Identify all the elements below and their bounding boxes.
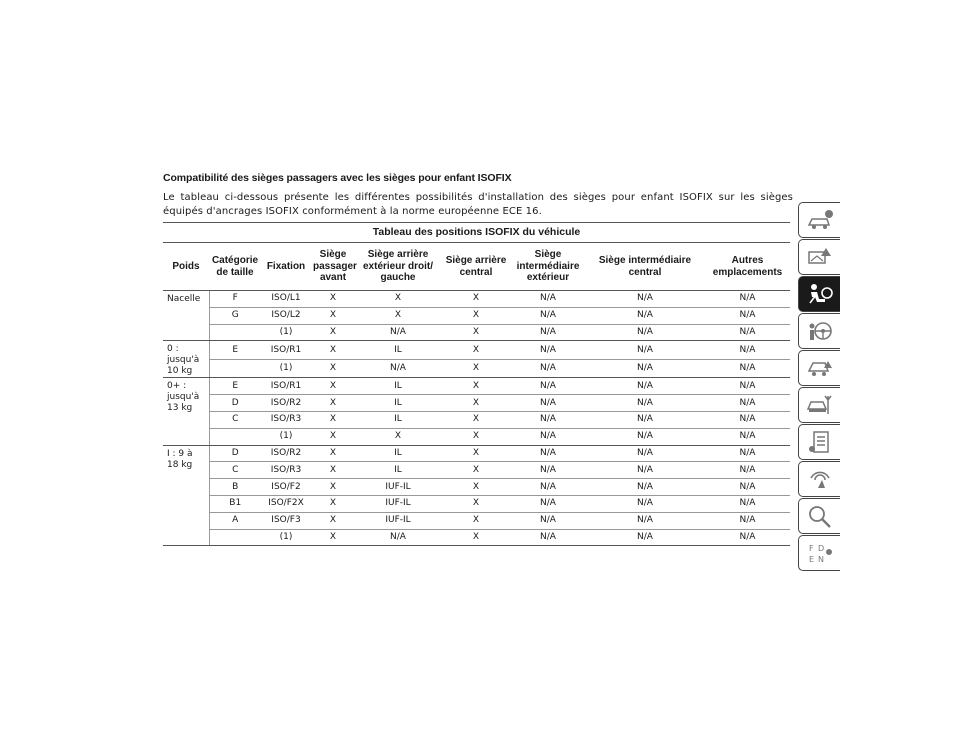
search-index-icon [806, 503, 834, 529]
table-row [163, 529, 790, 546]
table-cell: N/A [705, 495, 790, 512]
multimedia-icon [806, 466, 834, 492]
table-cell: (1) [261, 359, 311, 378]
table-cell: N/A [705, 428, 790, 445]
table-row [163, 395, 790, 412]
table-cell: A [209, 512, 261, 529]
table-cell: ISO/R2 [261, 445, 311, 462]
svg-text:E: E [808, 555, 814, 564]
weight-class-cell: I : 9 à 18 kg [163, 445, 209, 546]
table-cell: X [441, 341, 511, 360]
car-info-icon [806, 207, 834, 233]
table-cell: N/A [705, 445, 790, 462]
table-cell: E [209, 341, 261, 360]
table-cell: N/A [585, 395, 705, 412]
car-breakdown-icon [806, 355, 834, 381]
table-cell: X [441, 445, 511, 462]
table-cell: X [311, 359, 355, 378]
table-cell: IL [355, 378, 441, 395]
table-cell: N/A [511, 324, 585, 341]
table-cell: N/A [585, 291, 705, 308]
table-row [163, 359, 790, 378]
table-cell: N/A [511, 445, 585, 462]
table-cell: N/A [585, 479, 705, 496]
table-cell: ISO/R3 [261, 411, 311, 428]
chapter-tab-10[interactable] [798, 535, 840, 571]
table-cell: N/A [585, 512, 705, 529]
table-cell: X [311, 462, 355, 479]
table-cell: N/A [705, 479, 790, 496]
table-cell [209, 324, 261, 341]
table-cell: D [209, 445, 261, 462]
table-cell: N/A [511, 291, 585, 308]
specifications-icon [806, 429, 834, 455]
table-cell: X [355, 428, 441, 445]
table-cell: X [311, 495, 355, 512]
chapter-tab-6[interactable] [798, 387, 840, 423]
table-cell: X [311, 428, 355, 445]
table-cell: N/A [355, 529, 441, 546]
table-row [163, 479, 790, 496]
table-cell: N/A [705, 529, 790, 546]
table-cell: X [441, 479, 511, 496]
table-cell: N/A [511, 512, 585, 529]
table-cell: D [209, 395, 261, 412]
table-cell: G [209, 307, 261, 324]
table-cell: X [441, 495, 511, 512]
table-cell: N/A [511, 378, 585, 395]
table-cell: X [311, 529, 355, 546]
table-cell: (1) [261, 529, 311, 546]
table-cell: (1) [261, 324, 311, 341]
table-cell: X [441, 512, 511, 529]
table-cell: N/A [705, 395, 790, 412]
svg-text:N: N [817, 555, 824, 564]
isofix-compatibility-table [163, 222, 790, 546]
table-cell: X [311, 291, 355, 308]
chapter-tab-2[interactable] [798, 239, 840, 275]
table-cell: ISO/F3 [261, 512, 311, 529]
chapter-tab-3[interactable] [798, 276, 840, 312]
table-cell: ISO/F2 [261, 479, 311, 496]
column-header: Fixation [261, 243, 311, 291]
table-cell: IL [355, 341, 441, 360]
table-cell: N/A [511, 479, 585, 496]
table-cell: X [311, 411, 355, 428]
warning-lights-icon [806, 244, 834, 270]
table-row [163, 307, 790, 324]
chapter-tab-1[interactable] [798, 202, 840, 238]
table-caption: Tableau des positions ISOFIX du véhicule [163, 223, 790, 243]
table-cell: N/A [705, 411, 790, 428]
table-row [163, 512, 790, 529]
table-row [163, 495, 790, 512]
table-cell: IL [355, 462, 441, 479]
table-cell: X [441, 428, 511, 445]
column-header: Catégorie de taille [209, 243, 261, 291]
table-cell: X [311, 307, 355, 324]
table-cell: C [209, 411, 261, 428]
table-cell: B [209, 479, 261, 496]
table-cell: X [311, 512, 355, 529]
weight-class-cell: 0 : jusqu'à 10 kg [163, 341, 209, 378]
table-row [163, 462, 790, 479]
table-cell: X [311, 479, 355, 496]
table-cell: IL [355, 411, 441, 428]
table-cell: ISO/R1 [261, 341, 311, 360]
table-header-row [163, 243, 790, 291]
table-cell: N/A [705, 359, 790, 378]
column-header: Siège intermédiaire extérieur [511, 243, 585, 291]
table-cell: N/A [585, 428, 705, 445]
table-cell: N/A [355, 324, 441, 341]
table-cell: N/A [585, 378, 705, 395]
column-header: Autres emplacements [705, 243, 790, 291]
languages-icon [806, 540, 834, 566]
table-cell [209, 529, 261, 546]
table-cell: N/A [585, 445, 705, 462]
table-cell: N/A [585, 359, 705, 378]
table-cell: (1) [261, 428, 311, 445]
table-cell: IUF-IL [355, 512, 441, 529]
table-cell: X [441, 462, 511, 479]
column-header: Siège arrière extérieur droit/ gauche [355, 243, 441, 291]
table-cell: X [441, 411, 511, 428]
table-cell: ISO/R1 [261, 378, 311, 395]
chapter-tab-4[interactable] [798, 313, 840, 349]
table-cell: N/A [585, 411, 705, 428]
column-header: Siège arrière central [441, 243, 511, 291]
svg-text:D: D [817, 544, 824, 553]
table-cell: X [311, 395, 355, 412]
chapter-tab-7[interactable] [798, 424, 840, 460]
table-cell: N/A [511, 411, 585, 428]
table-cell: N/A [585, 341, 705, 360]
table-cell: X [441, 324, 511, 341]
table-cell: IUF-IL [355, 495, 441, 512]
table-cell [209, 428, 261, 445]
airbag-safety-icon [806, 281, 834, 307]
table-cell: N/A [511, 529, 585, 546]
table-cell: N/A [705, 462, 790, 479]
table-row [163, 324, 790, 341]
table-cell: N/A [705, 324, 790, 341]
steering-wheel-icon [806, 318, 834, 344]
table-row [163, 445, 790, 462]
chapter-tab-5[interactable] [798, 350, 840, 386]
table-cell: X [311, 445, 355, 462]
intro-paragraph: Le tableau ci-dessous présente les différentes possibilités d'installation des sièges pour enfant ISOFIX sur les sièges équipés d'ancrages ISOFIX conformément à la norme européenne ECE 16. [163, 192, 793, 217]
table-cell: N/A [511, 359, 585, 378]
table-cell: IL [355, 395, 441, 412]
table-cell: X [441, 307, 511, 324]
table-cell: N/A [511, 495, 585, 512]
car-service-icon [806, 392, 834, 418]
table-cell: X [355, 307, 441, 324]
table-cell: N/A [511, 428, 585, 445]
table-row [163, 378, 790, 395]
chapter-tab-8[interactable] [798, 461, 840, 497]
table-cell [209, 359, 261, 378]
table-cell: N/A [705, 307, 790, 324]
table-cell: N/A [511, 395, 585, 412]
column-header: Siège intermédiaire central [585, 243, 705, 291]
table-cell: ISO/L1 [261, 291, 311, 308]
table-cell: X [441, 529, 511, 546]
table-cell: N/A [511, 307, 585, 324]
table-cell: N/A [705, 341, 790, 360]
table-cell: N/A [585, 324, 705, 341]
table-row [163, 341, 790, 360]
table-cell: ISO/R2 [261, 395, 311, 412]
chapter-tab-9[interactable] [798, 498, 840, 534]
table-cell: B1 [209, 495, 261, 512]
svg-text:F: F [808, 544, 814, 553]
table-cell: X [311, 324, 355, 341]
table-cell: X [311, 378, 355, 395]
table-cell: N/A [355, 359, 441, 378]
table-cell: IL [355, 445, 441, 462]
table-cell: ISO/F2X [261, 495, 311, 512]
table-row [163, 291, 790, 308]
table-cell: ISO/L2 [261, 307, 311, 324]
chapter-tabs [798, 202, 840, 572]
table-cell: C [209, 462, 261, 479]
table-row [163, 411, 790, 428]
table-cell: N/A [585, 495, 705, 512]
table-cell: X [441, 378, 511, 395]
section-title: Compatibilité des sièges passagers avec les sièges pour enfant ISOFIX [163, 172, 512, 184]
table-cell: N/A [585, 307, 705, 324]
table-row [163, 428, 790, 445]
weight-class-cell: Nacelle [163, 291, 209, 341]
table-cell: X [441, 395, 511, 412]
table-cell: X [355, 291, 441, 308]
table-cell: E [209, 378, 261, 395]
table-cell: F [209, 291, 261, 308]
column-header: Siège passager avant [311, 243, 355, 291]
weight-class-cell: 0+ : jusqu'à 13 kg [163, 378, 209, 445]
table-cell: IUF-IL [355, 479, 441, 496]
table-cell: X [311, 341, 355, 360]
table-cell: N/A [705, 378, 790, 395]
column-header: Poids [163, 243, 209, 291]
table-cell: N/A [585, 462, 705, 479]
table-cell: X [441, 359, 511, 378]
table-cell: N/A [585, 529, 705, 546]
table-cell: N/A [511, 462, 585, 479]
table-cell: N/A [705, 291, 790, 308]
table-body [163, 291, 790, 546]
table-cell: N/A [511, 341, 585, 360]
table-cell: X [441, 291, 511, 308]
table-cell: ISO/R3 [261, 462, 311, 479]
table-cell: N/A [705, 512, 790, 529]
